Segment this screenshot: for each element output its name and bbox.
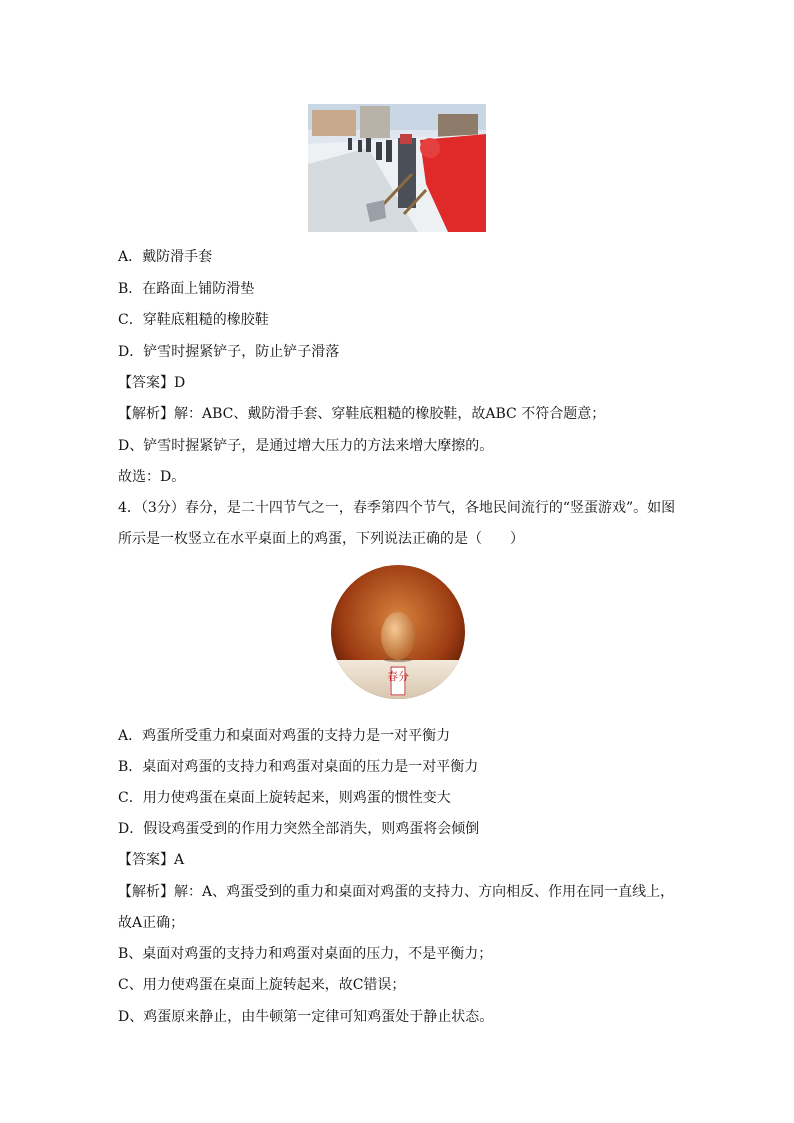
q4-option-a: A．鸡蛋所受重力和桌面对鸡蛋的支持力是一对平衡力: [118, 728, 451, 744]
q3-option-d: D．铲雪时握紧铲子，防止铲子滑落: [118, 344, 340, 360]
q3-analysis-line-3: 故选：D。: [118, 469, 186, 485]
q4-stem-line-1: 4．（3分）春分，是二十四节气之一，春季第四个节气，各地民间流行的“竖蛋游戏”。如图: [118, 500, 676, 516]
spring-equinox-stamp: 春分: [387, 670, 409, 683]
standing-egg-image: [330, 564, 466, 700]
q3-answer: 【答案】D: [118, 375, 186, 391]
q4-analysis-line-3: B、桌面对鸡蛋的支持力和鸡蛋对桌面的压力，不是平衡力；: [118, 946, 493, 962]
q3-analysis-line-1: 【解析】解：ABC、戴防滑手套、穿鞋底粗糙的橡胶鞋，故ABC 不符合题意；: [118, 406, 606, 422]
q4-answer: 【答案】A: [118, 852, 185, 868]
q3-analysis-line-2: D、铲雪时握紧铲子，是通过增大压力的方法来增大摩擦的。: [118, 438, 494, 454]
q4-option-b: B．桌面对鸡蛋的支持力和鸡蛋对桌面的压力是一对平衡力: [118, 759, 479, 775]
q4-option-d: D．假设鸡蛋受到的作用力突然全部消失，则鸡蛋将会倾倒: [118, 821, 480, 837]
q3-option-a: A．戴防滑手套: [118, 249, 213, 265]
q4-analysis-line-1: 【解析】解：A、鸡蛋受到的重力和桌面对鸡蛋的支持力、方向相反、作用在同一直线上，: [118, 884, 675, 900]
q4-analysis-line-5: D、鸡蛋原来静止，由牛顿第一定律可知鸡蛋处于静止状态。: [118, 1009, 494, 1025]
q4-analysis-line-2: 故A正确；: [118, 915, 185, 931]
q4-option-c: C．用力使鸡蛋在桌面上旋转起来，则鸡蛋的惯性变大: [118, 790, 451, 806]
q4-analysis-line-4: C、用力使鸡蛋在桌面上旋转起来，故C错误；: [118, 977, 406, 993]
q3-option-b: B．在路面上铺防滑垫: [118, 281, 255, 297]
snow-shoveling-photo: [308, 104, 486, 232]
q4-stem-line-2: 所示是一枚竖立在水平桌面上的鸡蛋，下列说法正确的是（ ）: [118, 531, 524, 547]
q3-option-c: C．穿鞋底粗糙的橡胶鞋: [118, 312, 269, 328]
